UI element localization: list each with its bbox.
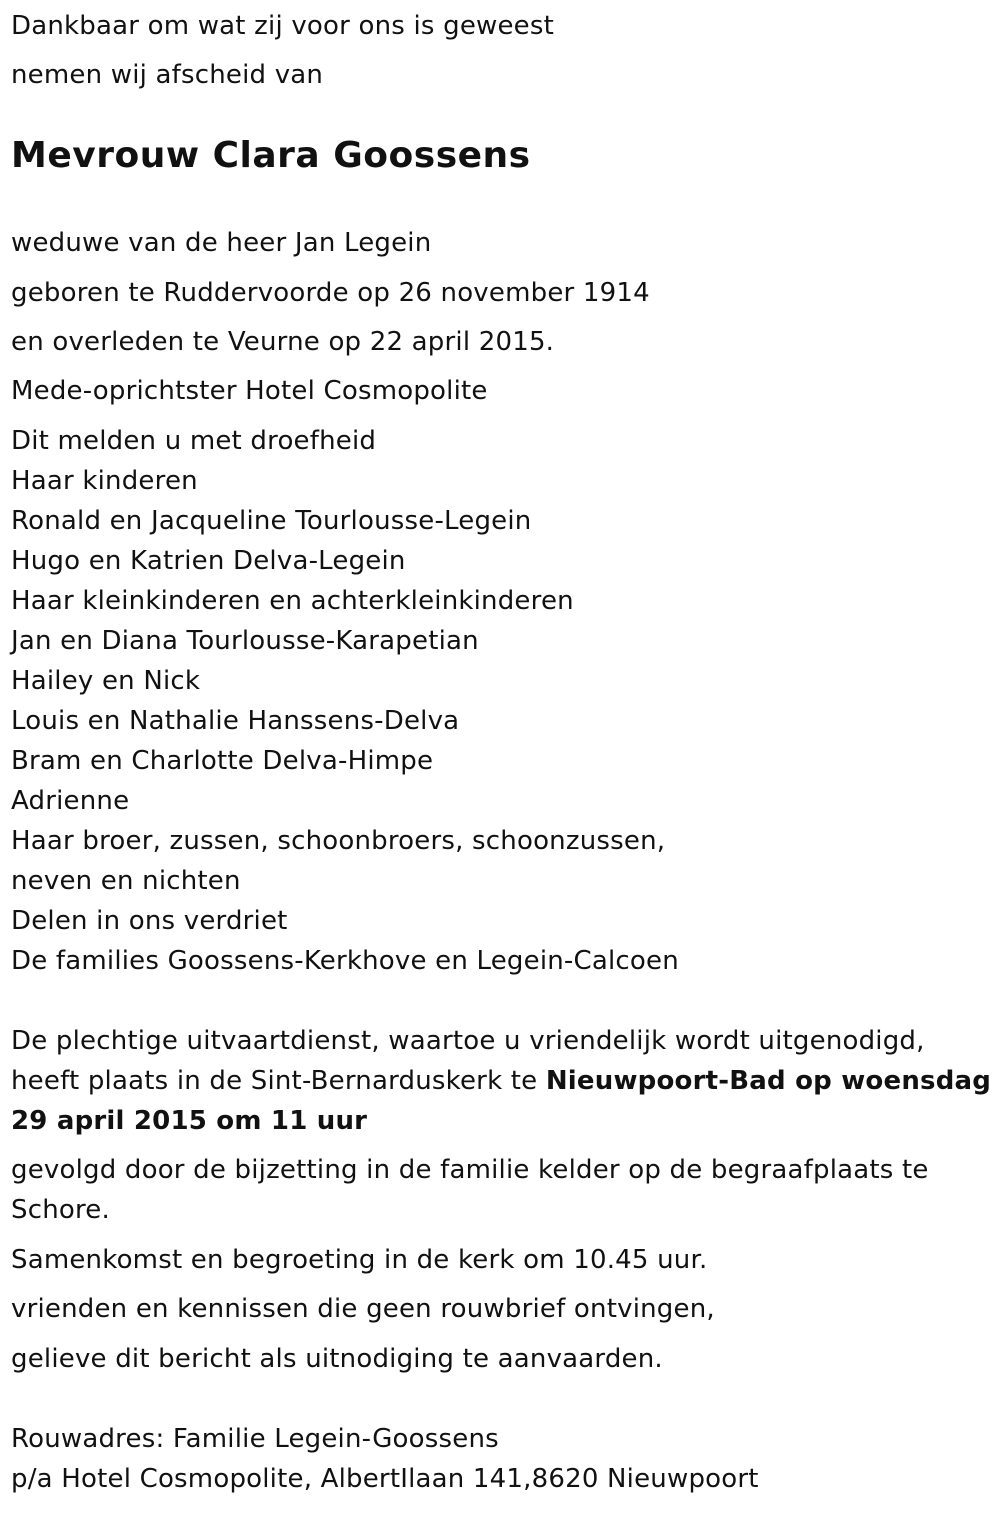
family-line: neven en nichten xyxy=(11,866,241,896)
gathering-line: Samenkomst en begroeting in de kerk om 10.45 uur. xyxy=(11,1245,708,1275)
family-line: Ronald en Jacqueline Tourlousse-Legein xyxy=(11,506,532,536)
family-line: Delen in ons verdriet xyxy=(11,906,288,936)
friends-line-1: vrienden en kennissen die geen rouwbrief ontvingen, xyxy=(11,1294,715,1324)
family-line: Jan en Diana Tourlousse-Karapetian xyxy=(11,626,479,656)
family-line: Louis en Nathalie Hanssens-Delva xyxy=(11,706,460,736)
intro-line-1: Dankbaar om wat zij voor ons is geweest xyxy=(11,11,555,41)
family-line: Haar kleinkinderen en achterkleinkinderen xyxy=(11,586,574,616)
family-line: Haar kinderen xyxy=(11,466,198,496)
bio-born: geboren te Ruddervoorde op 26 november 1914 xyxy=(11,278,650,308)
deceased-name: Mevrouw Clara Goossens xyxy=(11,135,531,176)
family-line: Dit melden u met droefheid xyxy=(11,426,377,456)
bio-role: Mede-oprichtster Hotel Cosmopolite xyxy=(11,376,488,406)
address-line-2: p/a Hotel Cosmopolite, AlbertIlaan 141,8620 Nieuwpoort xyxy=(11,1464,759,1494)
bio-died: en overleden te Veurne op 22 april 2015. xyxy=(11,327,555,357)
family-line: Hugo en Katrien Delva-Legein xyxy=(11,546,406,576)
intro-line-2: nemen wij afscheid van xyxy=(11,60,324,90)
family-line: Haar broer, zussen, schoonbroers, schoonzussen, xyxy=(11,826,666,856)
address-line-1: Rouwadres: Familie Legein-Goossens xyxy=(11,1424,499,1454)
family-line: De families Goossens-Kerkhove en Legein-Calcoen xyxy=(11,946,679,976)
service-date-time: 29 april 2015 om 11 uur xyxy=(11,1106,368,1136)
service-place-day: Nieuwpoort-Bad op woensdag xyxy=(545,1066,992,1096)
service-church: heeft plaats in de Sint-Bernarduskerk te xyxy=(11,1066,546,1096)
friends-line-2: gelieve dit bericht als uitnodiging te aanvaarden. xyxy=(11,1344,663,1374)
family-line: Adrienne xyxy=(11,786,130,816)
family-line: Hailey en Nick xyxy=(11,666,201,696)
burial-line-2: Schore. xyxy=(11,1195,110,1225)
family-line: Bram en Charlotte Delva-Himpe xyxy=(11,746,434,776)
bio-widow: weduwe van de heer Jan Legein xyxy=(11,228,432,258)
service-line-2 xyxy=(11,1061,991,1101)
burial-line-1: gevolgd door de bijzetting in de familie kelder op de begraafplaats te xyxy=(11,1155,929,1185)
service-line-1: De plechtige uitvaartdienst, waartoe u vriendelijk wordt uitgenodigd, xyxy=(11,1026,925,1056)
